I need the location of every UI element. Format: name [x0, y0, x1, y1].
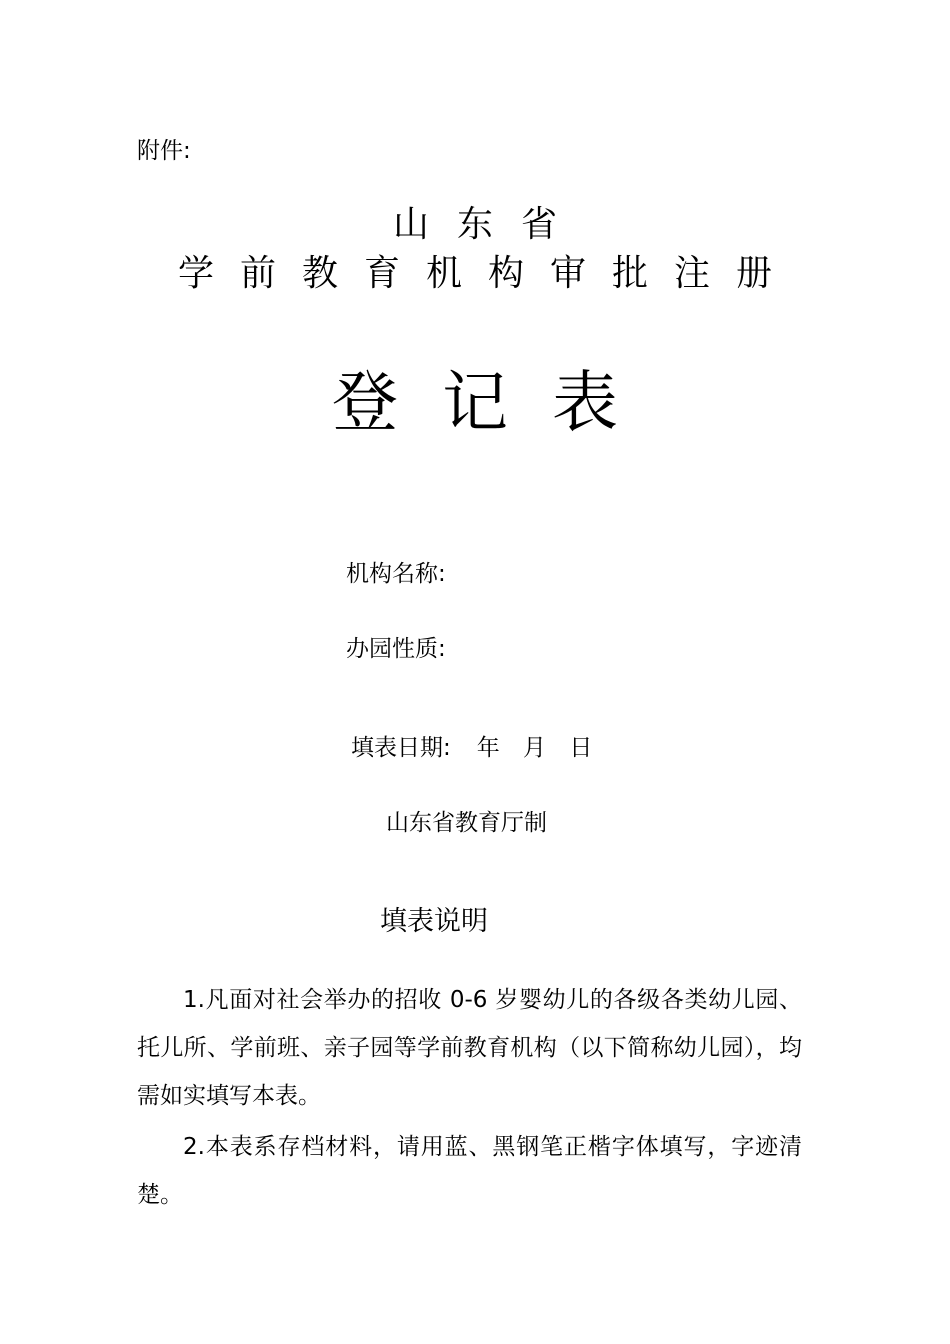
attachment-label: 附件:	[137, 138, 191, 164]
title-form-name: 登记表	[332, 364, 662, 441]
school-nature-label: 办园性质:	[346, 636, 446, 662]
title-subject: 学前教育机构审批注册	[177, 253, 798, 294]
fill-date-units: 年 月 日	[476, 735, 593, 761]
issuer-text: 山东省教育厅制	[386, 810, 547, 836]
instruction-item-2: 2.本表系存档材料，请用蓝、黑钢笔正楷字体填写，字迹清楚。	[137, 1134, 802, 1208]
title-province: 山东省	[392, 204, 585, 245]
instructions-title: 填表说明	[380, 906, 488, 937]
institution-name-label: 机构名称:	[346, 561, 446, 587]
fill-date-label: 填表日期:	[351, 735, 451, 761]
fill-date-row	[351, 733, 592, 763]
instruction-item-1: 1.凡面对社会举办的招收 0-6 岁婴幼儿的各级各类幼儿园、托儿所、学前班、亲子园等学前教育机构（以下简称幼儿园），均需如实填写本表。	[137, 987, 802, 1109]
